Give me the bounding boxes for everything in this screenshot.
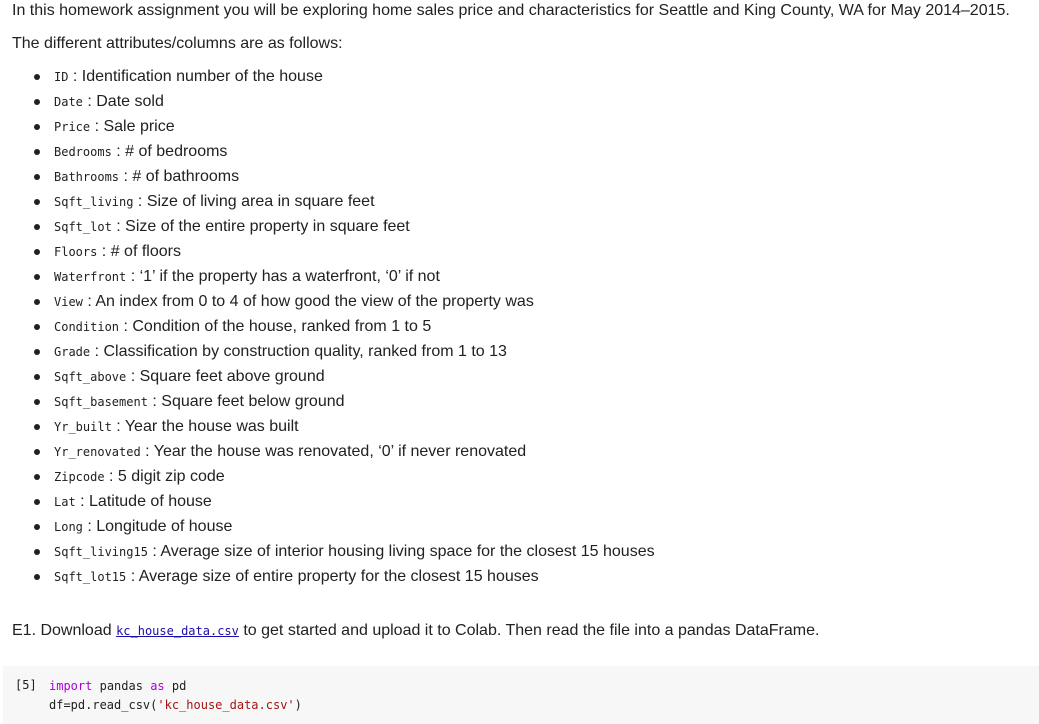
attribute-name: Sqft_lot15 <box>54 570 127 584</box>
attribute-description: # of bedrooms <box>125 143 228 160</box>
attribute-name: ID <box>54 70 69 84</box>
attribute-name: Bathrooms <box>54 170 120 184</box>
attribute-description: 5 digit zip code <box>117 468 225 485</box>
bullet-icon <box>34 349 40 355</box>
code-line <box>49 677 302 696</box>
attribute-name: Zipcode <box>54 470 105 484</box>
attribute-name: Price <box>54 120 91 134</box>
attribute-description: Latitude of house <box>89 493 212 510</box>
attribute-list <box>0 64 1000 589</box>
list-item: Yr_renovated : Year the house was renovated, ‘0’ if never renovated <box>0 439 1000 464</box>
attribute-name: View <box>54 295 83 309</box>
attribute-name: Long <box>54 520 83 534</box>
list-item: Sqft_basement : Square feet below ground <box>0 389 1000 414</box>
attribute-description: ‘1’ if the property has a waterfront, ‘0’ if not <box>139 268 440 285</box>
module-name: pandas <box>99 679 143 693</box>
code-string: 'kc_house_data.csv' <box>157 698 295 712</box>
list-item: View : An index from 0 to 4 of how good the view of the property was <box>0 289 1000 314</box>
attribute-name: Sqft_living15 <box>54 545 148 559</box>
bullet-icon <box>34 524 40 530</box>
list-item: Sqft_living : Size of living area in square feet <box>0 189 1000 214</box>
attribute-description: An index from 0 to 4 of how good the view of the property was <box>95 293 534 310</box>
attribute-description: Size of living area in square feet <box>146 193 375 210</box>
list-item: Floors : # of floors <box>0 239 1000 264</box>
code-cell[interactable] <box>3 666 1039 724</box>
attribute-name: Grade <box>54 345 91 359</box>
exercise-text <box>12 621 819 641</box>
intro-text: In this homework assignment you will be exploring home sales price and characteristics for Seattle and King County, WA for May 2014–2015. <box>12 2 1010 19</box>
attribute-description: Condition of the house, ranked from 1 to 5 <box>132 318 432 335</box>
list-item: Date : Date sold <box>0 89 1000 114</box>
attribute-description: Classification by construction quality, ranked from 1 to 13 <box>103 343 507 360</box>
exercise-suffix: to get started and upload it to Colab. Then read the file into a pandas DataFrame. <box>238 622 820 639</box>
attribute-description: Sale price <box>103 118 175 135</box>
list-item: Bathrooms : # of bathrooms <box>0 164 1000 189</box>
list-item: Bedrooms : # of bedrooms <box>0 139 1000 164</box>
attribute-description: # of floors <box>110 243 181 260</box>
attribute-name: Sqft_above <box>54 370 127 384</box>
csv-download-link[interactable]: kc_house_data.csv <box>116 624 239 638</box>
attribute-description: Identification number of the house <box>81 68 323 85</box>
attribute-description: Date sold <box>96 93 164 110</box>
attribute-description: Average size of entire property for the closest 15 houses <box>138 568 539 585</box>
list-item: Yr_built : Year the house was built <box>0 414 1000 439</box>
bullet-icon <box>34 224 40 230</box>
attribute-description: Longitude of house <box>96 518 233 535</box>
list-item: Long : Longitude of house <box>0 514 1000 539</box>
attribute-description: # of bathrooms <box>132 168 240 185</box>
bullet-icon <box>34 99 40 105</box>
list-item: Waterfront : ‘1’ if the property has a waterfront, ‘0’ if not <box>0 264 1000 289</box>
attribute-description: Square feet below ground <box>161 393 345 410</box>
attribute-name: Yr_renovated <box>54 445 141 459</box>
list-item: Sqft_above : Square feet above ground <box>0 364 1000 389</box>
list-item: Grade : Classification by construction quality, ranked from 1 to 13 <box>0 339 1000 364</box>
attribute-name: Lat <box>54 495 76 509</box>
attribute-description: Year the house was renovated, ‘0’ if never renovated <box>153 443 527 460</box>
attribute-description: Square feet above ground <box>139 368 325 385</box>
bullet-icon <box>34 174 40 180</box>
attribute-name: Sqft_living <box>54 195 134 209</box>
keyword-as: as <box>150 679 165 693</box>
bullet-icon <box>34 324 40 330</box>
module-alias: pd <box>171 679 187 693</box>
bullet-icon <box>34 424 40 430</box>
bullet-icon <box>34 274 40 280</box>
keyword-import: import <box>49 679 93 693</box>
bullet-icon <box>34 74 40 80</box>
list-item: Lat : Latitude of house <box>0 489 1000 514</box>
attribute-description: Size of the entire property in square feet <box>125 218 410 235</box>
bullet-icon <box>34 499 40 505</box>
attribute-name: Yr_built <box>54 420 112 434</box>
attributes-heading: The different attributes/columns are as follows: <box>12 35 343 52</box>
bullet-icon <box>34 399 40 405</box>
attribute-name: Condition <box>54 320 120 334</box>
list-item: Sqft_lot : Size of the entire property in square feet <box>0 214 1000 239</box>
list-item: Sqft_living15 : Average size of interior housing living space for the closest 15 houses <box>0 539 1000 564</box>
code-editor[interactable] <box>49 677 302 715</box>
bullet-icon <box>34 249 40 255</box>
code-line <box>49 696 302 715</box>
bullet-icon <box>34 124 40 130</box>
code-call: df=pd.read_csv( <box>49 698 158 712</box>
attribute-description: Year the house was built <box>124 418 299 435</box>
code-call-close: ) <box>294 698 302 712</box>
bullet-icon <box>34 574 40 580</box>
list-item: ID : Identification number of the house <box>0 64 1000 89</box>
attribute-name: Bedrooms <box>54 145 112 159</box>
list-item: Sqft_lot15 : Average size of entire property for the closest 15 houses <box>0 564 1000 589</box>
attribute-name: Sqft_basement <box>54 395 148 409</box>
attribute-name: Waterfront <box>54 270 127 284</box>
bullet-icon <box>34 474 40 480</box>
attribute-name: Sqft_lot <box>54 220 112 234</box>
bullet-icon <box>34 199 40 205</box>
attribute-name: Floors <box>54 245 98 259</box>
attribute-name: Date <box>54 95 83 109</box>
attribute-description: Average size of interior housing living space for the closest 15 houses <box>160 543 655 560</box>
exercise-prefix: E1. Download <box>12 622 117 639</box>
bullet-icon <box>34 299 40 305</box>
list-item: Zipcode : 5 digit zip code <box>0 464 1000 489</box>
bullet-icon <box>34 549 40 555</box>
execution-count: [5] <box>15 678 37 692</box>
bullet-icon <box>34 149 40 155</box>
bullet-icon <box>34 449 40 455</box>
list-item: Condition : Condition of the house, ranked from 1 to 5 <box>0 314 1000 339</box>
list-item: Price : Sale price <box>0 114 1000 139</box>
bullet-icon <box>34 374 40 380</box>
